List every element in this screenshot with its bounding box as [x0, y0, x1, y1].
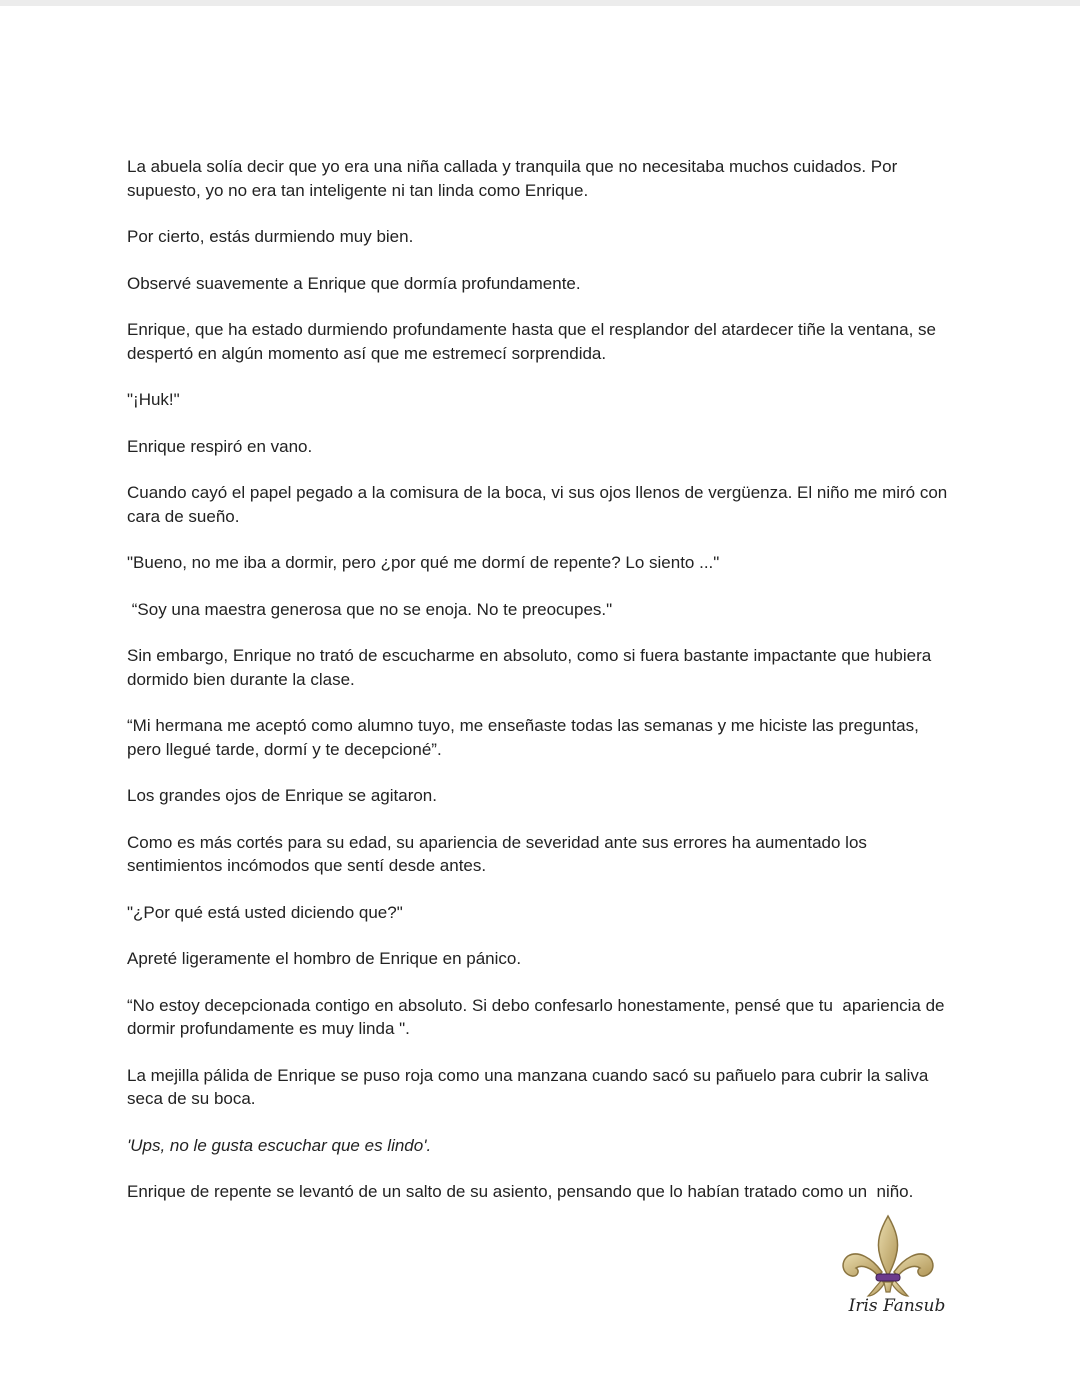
- top-bar: [0, 0, 1080, 6]
- paragraph: Como es más cortés para su edad, su apariencia de severidad ante sus errores ha aumentado los sentimientos incómodos que sentí desde antes.: [127, 832, 872, 875]
- paragraph: La mejilla pálida de Enrique se puso roja como una manzana cuando sacó su pañuelo para cubrir la saliva seca de su boca.: [127, 1065, 934, 1108]
- paragraph: "Bueno, no me iba a dormir, pero ¿por qué me dormí de repente? Lo siento ...": [127, 553, 720, 572]
- paragraph: Sin embargo, Enrique no trató de escucharme en absoluto, como si fuera bastante impactante que hubiera dormido bien durante la clase.: [127, 646, 936, 689]
- paragraph: "¡Huk!": [127, 390, 180, 409]
- paragraph: “No estoy decepcionada contigo en absoluto. Si debo confesarlo honestamente, pensé que tu apariencia de dormir profundamente es muy linda ".: [127, 995, 950, 1038]
- paragraph: Enrique respiró en vano.: [127, 436, 313, 456]
- paragraph: La abuela solía decir que yo era una niña callada y tranquila que no necesitaba muchos cuidados. Por supuesto, yo no era tan inteligente ni tan linda como Enrique.: [127, 157, 902, 200]
- paragraph: Enrique, que ha estado durmiendo profundamente hasta que el resplandor del atardecer tiñe la ventana, se despertó en algún momento así que me estremecí sorprendida.: [127, 320, 941, 363]
- paragraph: Por cierto, estás durmiendo muy bien.: [127, 227, 414, 246]
- paragraph: “Soy una maestra generosa que no se enoja. No te preocupes.": [127, 599, 613, 619]
- paragraph: Observé suavemente a Enrique que dormía profundamente.: [127, 273, 581, 293]
- document-page: [127, 155, 957, 1227]
- paragraph: Enrique de repente se levantó de un salto de su asiento, pensando que lo habían tratado como un niño.: [127, 1182, 914, 1201]
- paragraph: Apreté ligeramente el hombro de Enrique en pánico.: [127, 949, 522, 968]
- paragraph: “Mi hermana me aceptó como alumno tuyo, me enseñaste todas las semanas y me hiciste las preguntas, pero llegué tarde, dormí y te decepcioné”.: [127, 716, 924, 759]
- iris-fansub-logo: [838, 1212, 948, 1322]
- paragraph: Los grandes ojos de Enrique se agitaron.: [127, 786, 437, 805]
- paragraph: "¿Por qué está usted diciendo que?": [127, 902, 403, 922]
- logo-text: Iris Fansub: [848, 1296, 946, 1316]
- paragraph: Cuando cayó el papel pegado a la comisura de la boca, vi sus ojos llenos de vergüenza. El niño me miró con cara de sueño.: [127, 483, 953, 526]
- paragraph-italic: 'Ups, no le gusta escuchar que es lindo'.: [127, 1135, 432, 1155]
